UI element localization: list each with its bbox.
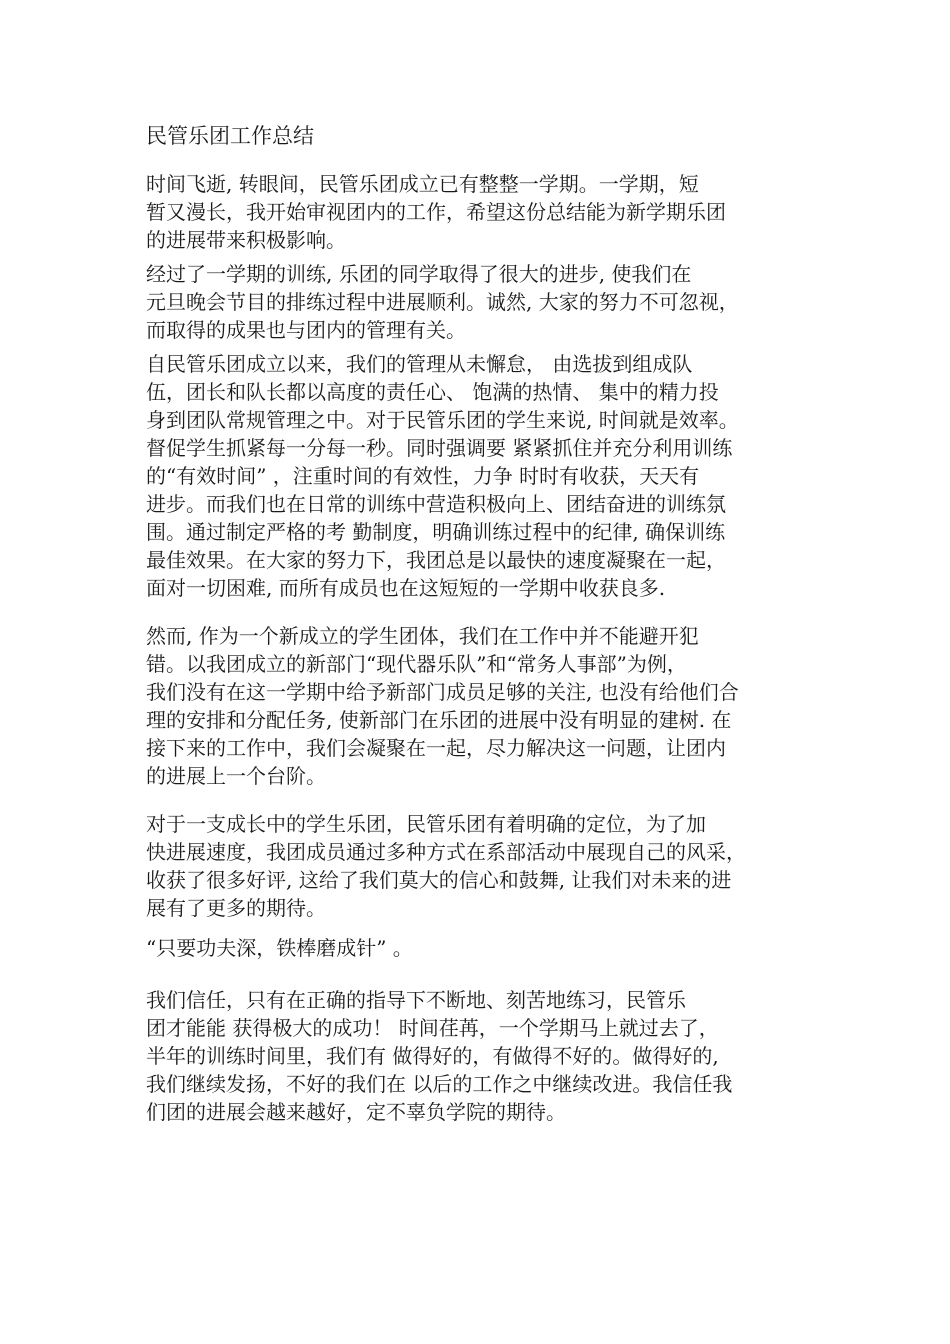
paragraph-line: 我们信任，只有在正确的指导下不断地、刻苦地练习，民管乐 <box>146 988 686 1012</box>
paragraph-line: 身到团队常规管理之中。对于民管乐团的学生来说, 时间就是效率。 <box>146 408 739 432</box>
paragraph-line: 经过了一学期的训练, 乐团的同学取得了很大的进步, 使我们在 <box>146 262 692 286</box>
paragraph-1 <box>146 170 808 254</box>
paragraph-6 <box>146 934 808 962</box>
paragraph-line: 进步。而我们也在日常的训练中营造积极向上、团结奋进的训练氛 <box>146 492 726 516</box>
paragraph-line: 错。以我团成立的新部门“现代器乐队”和“常务人事部”为例， <box>146 652 687 676</box>
paragraph-line: 然而, 作为一个新成立的学生团体，我们在工作中并不能避开犯 <box>146 624 699 648</box>
paragraph-line: 而取得的成果也与团内的管理有关。 <box>146 318 466 342</box>
paragraph-line: 伍，团长和队长都以高度的责任心、 饱满的热情、 集中的精力投 <box>146 380 719 404</box>
paragraph-line: 团才能能 获得极大的成功！ 时间荏苒，一个学期马上就过去了， <box>146 1016 719 1040</box>
paragraph-3 <box>146 350 808 602</box>
paragraph-line: 半年的训练时间里，我们有 做得好的，有做得不好的。做得好的, <box>146 1044 719 1068</box>
paragraph-line: 最佳效果。在大家的努力下，我团总是以最快的速度凝聚在一起， <box>146 548 726 572</box>
paragraph-line: 暂又漫长，我开始审视团内的工作，希望这份总结能为新学期乐团 <box>146 200 726 224</box>
paragraph-line: 时间飞逝, 转眼间，民管乐团成立已有整整一学期。一学期，短 <box>146 172 699 196</box>
paragraph-line: “只要功夫深，铁棒磨成针” 。 <box>146 936 413 960</box>
paragraph-line: 理的安排和分配任务, 使新部门在乐团的进展中没有明显的建树. 在 <box>146 708 732 732</box>
paragraph-line: 快进展速度，我团成员通过多种方式在系部活动中展现自己的风采， <box>146 840 746 864</box>
paragraph-line: 的进展上一个台阶。 <box>146 764 326 788</box>
paragraph-line: 我们继续发扬，不好的我们在 以后的工作之中继续改进。我信任我 <box>146 1072 733 1096</box>
paragraph-line: 的“有效时间” ，注重时间的有效性，力争 时时有收获，天天有 <box>146 464 700 488</box>
paragraph-line: 自民管乐团成立以来，我们的管理从未懈怠， 由选拔到组成队 <box>146 352 693 376</box>
paragraph-5 <box>146 810 808 922</box>
paragraph-line: 展有了更多的期待。 <box>146 896 326 920</box>
paragraph-line: 面对一切困难, 而所有成员也在这短短的一学期中收获良多. <box>146 576 666 600</box>
paragraph-line: 围。通过制定严格的考 勤制度，明确训练过程中的纪律, 确保训练 <box>146 520 726 544</box>
paragraph-line: 督促学生抓紧每一分每一秒。同时强调要 紧紧抓住并充分利用训练 <box>146 436 733 460</box>
paragraph-line: 接下来的工作中，我们会凝聚在一起，尽力解决这一问题，让团内 <box>146 736 726 760</box>
paragraph-line: 我们没有在这一学期中给予新部门成员足够的关注, 也没有给他们合 <box>146 680 739 704</box>
paragraph-7 <box>146 986 808 1126</box>
paragraph-2 <box>146 260 808 344</box>
paragraph-4 <box>146 622 808 790</box>
paragraph-line: 的进展带来积极影响。 <box>146 228 346 252</box>
paragraph-line: 们团的进展会越来越好，定不辜负学院的期待。 <box>146 1100 566 1124</box>
paragraph-line: 对于一支成长中的学生乐团，民管乐团有着明确的定位，为了加 <box>146 812 706 836</box>
paragraph-line: 元旦晚会节目的排练过程中进展顺利。诚然, 大家的努力不可忽视， <box>146 290 739 314</box>
paragraph-line: 收获了很多好评, 这给了我们莫大的信心和鼓舞, 让我们对未来的进 <box>146 868 732 892</box>
document-title: 民管乐团工作总结 <box>146 124 314 148</box>
